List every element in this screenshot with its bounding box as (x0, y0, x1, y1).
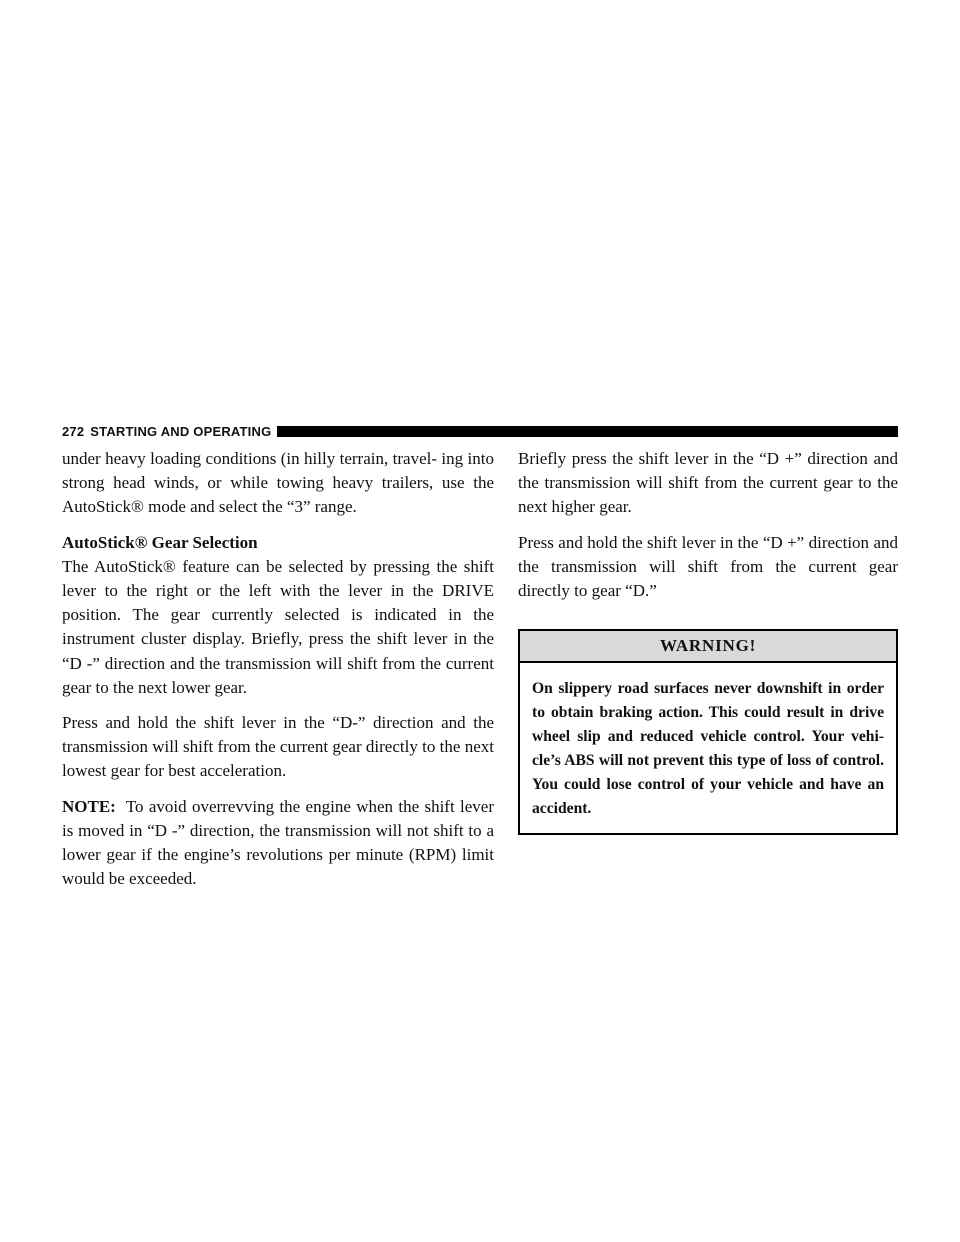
warning-title: WARNING! (520, 631, 896, 663)
section-title: STARTING AND OPERATING (90, 423, 272, 439)
warning-box (518, 629, 898, 835)
left-column (62, 447, 494, 902)
paragraph-autostick: The AutoStick® feature can be selected by pressing the shift lever to the right or the left with the lever in the DRIVE position. The gear currently selected is indicated in the instrument cluster display. Briefly, press the shift lever in the “D -” direction and the transmission will shift from the current gear to the next lower gear. (62, 556, 494, 697)
right-column (518, 447, 898, 835)
header-rule (277, 426, 898, 437)
note-paragraph (62, 795, 494, 892)
paragraph-continued: under heavy loading conditions (in hilly terrain, travel- ing into strong head winds, or while towing heavy trailers, use the AutoStick® mode and select the “3” range. (62, 449, 494, 517)
note-text: To avoid overrevving the engine when the shift lever is moved in “D -” direction, the transmission will not shift to a lower gear if the engine’s revolutions per minute (RPM) limit would be exceeded. (62, 796, 494, 889)
page-number: 272 (62, 423, 85, 439)
section-heading: AutoStick® Gear Selection (62, 532, 258, 552)
page-header (62, 424, 898, 438)
paragraph-hold-up: Press and hold the shift lever in the “D +” direction and the transmission will shift from the current gear directly to gear “D.” (518, 532, 898, 601)
note-label: NOTE: (62, 796, 116, 816)
paragraph-brief-up: Briefly press the shift lever in the “D +” direction and the transmission will shift from the current gear to the next higher gear. (518, 449, 898, 517)
paragraph-hold-down: Press and hold the shift lever in the “D-” direction and the transmission will shift from the current gear directly to the next lowest gear for best acceleration. (62, 713, 494, 781)
warning-text: On slippery road surfaces never downshift in order to obtain braking action. This could result in drive wheel slip and reduced vehicle control. Your vehi- cle’s ABS will not prevent this type of loss of control. You could lose control of your vehicle and have an accident. (532, 680, 884, 818)
